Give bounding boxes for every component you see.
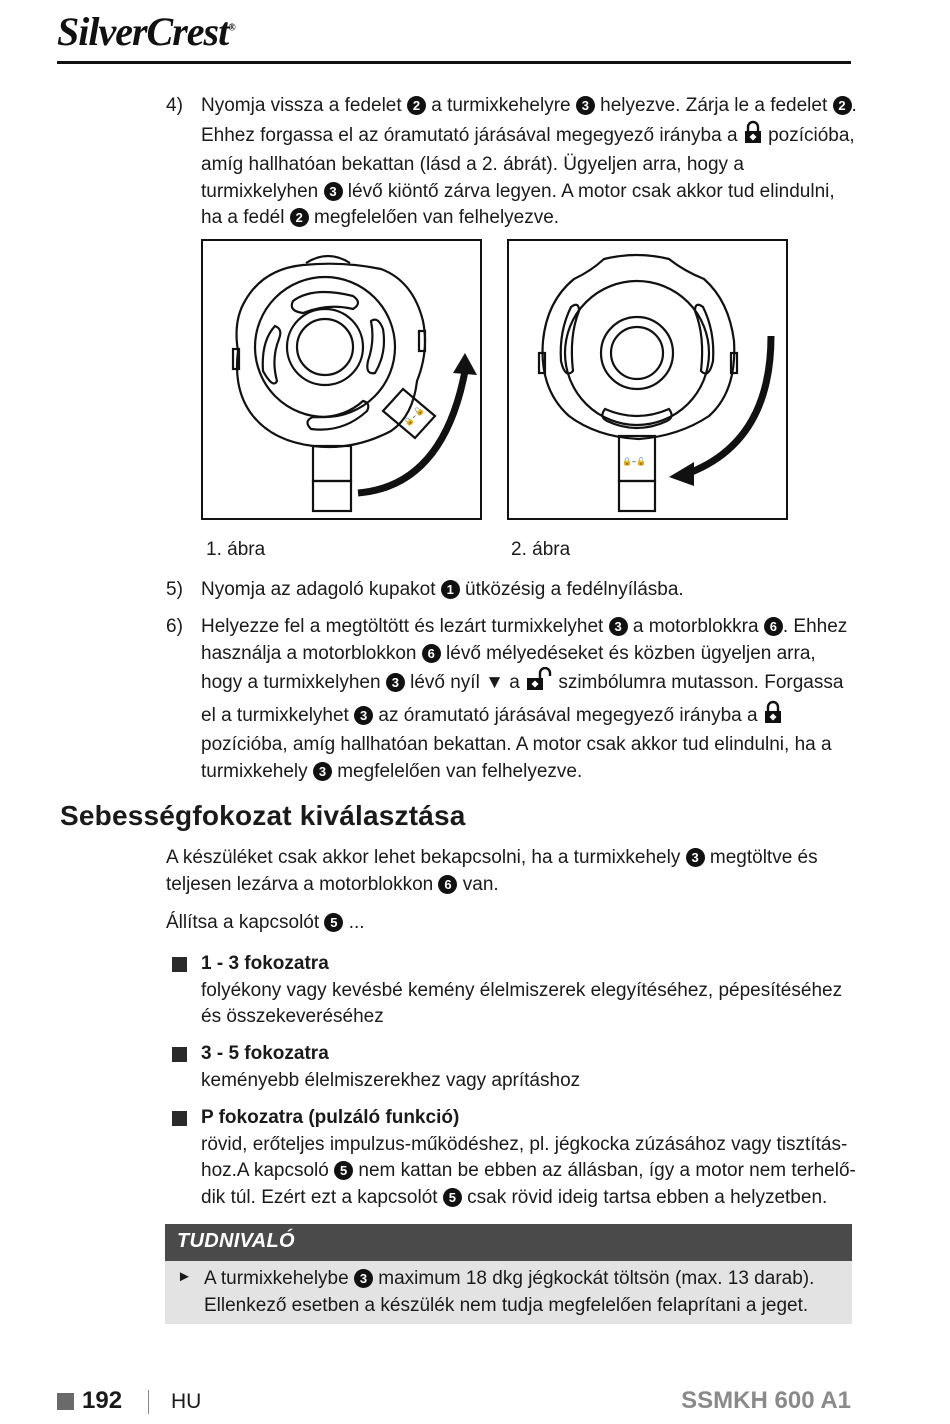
lock-closed-icon [763, 700, 783, 733]
text: Nyomja vissza a fedelet [201, 95, 402, 116]
bullet-square-icon [172, 957, 187, 972]
lock-open-icon [525, 667, 553, 700]
text: Nyomja az adagoló kupakot [201, 579, 436, 600]
text: ... [348, 912, 365, 933]
ref-number-icon: 5 [443, 1188, 462, 1207]
footer-square-icon [57, 1393, 74, 1410]
text: maximum 18 dkg jégkockát töltsön (max. 13 darab). Ellenkező esetben a készülék nem tudja megfelelően felaprítani a jeget. [204, 1268, 815, 1316]
bullet-speed-1-3 [166, 951, 856, 1031]
ref-number-icon: 5 [334, 1161, 353, 1180]
step-text [201, 93, 860, 232]
note-title: TUDNIVALÓ [177, 1230, 295, 1252]
switch-instruction [166, 910, 856, 937]
bullet-speed-p [166, 1105, 856, 1211]
text: . Ehhez forgassa el az óramutató járásával megegyező irányba a [201, 95, 857, 146]
figure-2 [507, 239, 788, 520]
section-intro [166, 845, 856, 898]
text: ütközésig a fedélnyílásba. [465, 579, 684, 600]
bullet-body [201, 1105, 856, 1211]
text: van. [462, 873, 499, 895]
ref-number-icon: 1 [441, 580, 460, 599]
step-5 [166, 577, 860, 604]
svg-text:🔒–🔓: 🔒–🔓 [622, 457, 646, 466]
ref-number-icon: 6 [438, 875, 457, 894]
ref-number-icon: 3 [686, 848, 705, 867]
section-title: Sebességfokozat kiválasztása [60, 800, 466, 831]
bullet-desc: keményebb élelmiszerekhez vagy aprításhoz [201, 1069, 581, 1091]
text: pozícióba, amíg hallhatóan bekattan. A motor csak akkor tud elindulni, ha a turmixkehely [201, 734, 832, 782]
brand-logo [57, 8, 235, 55]
ref-number-icon: 3 [313, 762, 332, 781]
brand-name: SilverCrest [57, 9, 229, 54]
figure-1 [201, 239, 482, 520]
bullet-square-icon [172, 1047, 187, 1062]
text: rövid, erőteljes impulzus-működéshez, pl. jégkocka zúzásához vagy tisztítás-hoz.A kapcsoló [201, 1133, 848, 1181]
text: csak rövid ideig tartsa ebben a helyzetben. [467, 1186, 828, 1208]
note-header [165, 1224, 852, 1261]
step-6 [166, 614, 860, 785]
text: lévő kiöntő zárva legyen. A motor csak akkor tud elindulni, ha a fedél [201, 180, 835, 228]
ref-number-icon: 5 [324, 913, 343, 932]
registered-mark: ® [228, 22, 235, 34]
bullet-title: 1 - 3 fokozatra [201, 953, 329, 974]
bullet-speed-3-5 [166, 1041, 856, 1094]
text: Helyezze fel a megtöltött és lezárt turmixkelyhet [201, 616, 604, 637]
page-number: 192 [82, 1387, 123, 1414]
text: a turmixkehelyre [431, 95, 571, 116]
step-number: 6) [166, 616, 183, 637]
step-number: 5) [166, 579, 183, 600]
text: a [509, 672, 520, 693]
arrow-down-icon: ▼ [485, 672, 504, 693]
bullet-title: 3 - 5 fokozatra [201, 1043, 329, 1064]
ref-number-icon: 3 [609, 617, 628, 636]
text: megtöltve és teljesen lezárva a motorblokkon [166, 847, 818, 895]
text: lévő mélyedéseket és közben ügyeljen arra, hogy a turmixkelyhen [201, 642, 816, 693]
svg-text:🔒–🔓: 🔒–🔓 [402, 404, 426, 429]
note-body [165, 1261, 852, 1324]
step-text [201, 577, 860, 604]
bullet-title: P fokozatra (pulzáló funkció) [201, 1107, 460, 1128]
note-text [204, 1266, 844, 1319]
ref-number-icon: 6 [422, 644, 441, 663]
text: a motorblokkra [632, 616, 759, 637]
ref-number-icon: 2 [833, 96, 852, 115]
bullet-desc: folyékony vagy kevésbé kemény élelmiszerek elegyítéséhez, pépesítéséhez és összekeveréséhez [201, 979, 843, 1027]
text: A készüléket csak akkor lehet bekapcsolni, ha a turmixkehely [166, 847, 681, 868]
text: . Ehhez használja a motorblokkon [201, 616, 848, 664]
ref-number-icon: 3 [576, 96, 595, 115]
lock-closed-icon [743, 120, 763, 153]
text: pozícióba, amíg hallhatóan bekattan (lásd a 2. ábrát). Ügyeljen arra, hogy a turmixkelyhen [201, 124, 855, 202]
step-text [201, 614, 860, 785]
text: megfelelően van felhelyezve. [337, 760, 583, 782]
footer-divider [148, 1390, 149, 1414]
text: Állítsa a kapcsolót [166, 912, 320, 933]
bullet-square-icon [172, 1111, 187, 1126]
ref-number-icon: 6 [764, 617, 783, 636]
step-number: 4) [166, 95, 183, 116]
text: szimbólumra mutasson. Forgassa el a turmixkelyhet [201, 672, 844, 726]
blender-lid-illustration-2 [509, 241, 786, 518]
ref-number-icon: 3 [324, 182, 343, 201]
model-number: SSMKH 600 A1 [681, 1387, 851, 1414]
text: az óramutató járásával megegyező irányba a [378, 704, 758, 726]
bullet-body [201, 951, 856, 1031]
text: A turmixkehelybe [204, 1268, 349, 1289]
figure-2-caption: 2. ábra [511, 539, 571, 560]
step-4 [166, 93, 860, 232]
triangle-right-icon: ► [177, 1268, 192, 1285]
ref-number-icon: 3 [354, 1269, 373, 1288]
ref-number-icon: 2 [407, 96, 426, 115]
text: helyezve. Zárja le a fedelet [600, 95, 828, 116]
blender-lid-illustration-1 [203, 241, 480, 518]
header-rule [57, 61, 851, 64]
text: megfelelően van felhelyezve. [314, 207, 560, 228]
text: lévő nyíl [410, 672, 480, 693]
ref-number-icon: 3 [354, 706, 373, 725]
ref-number-icon: 3 [386, 673, 405, 692]
ref-number-icon: 2 [290, 208, 309, 227]
bullet-body [201, 1041, 856, 1094]
language-code: HU [171, 1390, 202, 1413]
text: nem kattan be ebben az állásban, így a motor nem terhelő-dik túl. Ezért ezt a kapcsolót [201, 1160, 856, 1208]
bullet-desc [201, 1132, 856, 1212]
figure-1-caption: 1. ábra [206, 539, 266, 560]
